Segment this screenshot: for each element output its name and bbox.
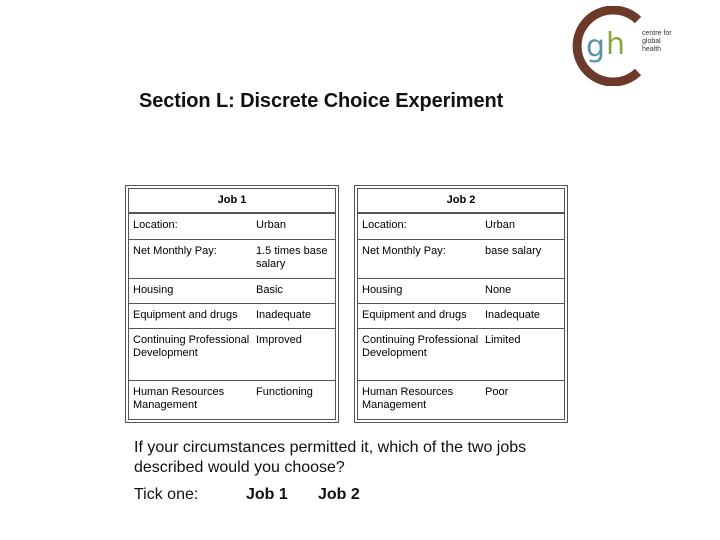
table-row (358, 329, 565, 381)
table-row (129, 240, 336, 279)
attribute-cell: Equipment and drugs (358, 304, 482, 329)
tick-label: Tick one: (134, 486, 199, 503)
attribute-cell: Net Monthly Pay: (358, 240, 482, 279)
table-row (129, 381, 336, 420)
value-cell: None (481, 279, 565, 304)
attribute-cell: Housing (358, 279, 482, 304)
job-1-table (125, 185, 339, 423)
table-row (358, 240, 565, 279)
attribute-cell: Location: (129, 213, 253, 240)
value-cell: Basic (252, 279, 336, 304)
job-header: Job 1 (129, 189, 336, 214)
job-header: Job 2 (358, 189, 565, 214)
choice-question: If your circumstances permitted it, which of the two jobs described would you choose? (134, 439, 527, 476)
value-cell: Poor (481, 381, 565, 420)
attribute-cell: Equipment and drugs (129, 304, 253, 329)
table-row (129, 213, 336, 240)
value-cell: Urban (252, 213, 336, 240)
table-row (129, 304, 336, 329)
job-2-option[interactable]: Job 2 (318, 486, 360, 503)
svg-text:g: g (586, 29, 606, 64)
value-cell: Functioning (252, 381, 336, 420)
table-row (358, 304, 565, 329)
table-row (358, 381, 565, 420)
attribute-cell: Housing (129, 279, 253, 304)
attribute-cell: Continuing Professional Development (129, 329, 253, 381)
svg-text:h: h (606, 27, 626, 62)
table-row (358, 213, 565, 240)
value-cell: Limited (481, 329, 565, 381)
value-cell: 1.5 times base salary (252, 240, 336, 279)
value-cell: base salary (481, 240, 565, 279)
page-title: Section L: Discrete Choice Experiment (139, 90, 504, 112)
value-cell: Urban (481, 213, 565, 240)
attribute-cell: Location: (358, 213, 482, 240)
table-row (129, 329, 336, 381)
table-row (358, 279, 565, 304)
value-cell: Improved (252, 329, 336, 381)
logo-text: centre for global health (642, 30, 672, 53)
tick-row (134, 485, 360, 505)
attribute-cell: Net Monthly Pay: (129, 240, 253, 279)
job-1-option[interactable]: Job 1 (246, 486, 288, 503)
job-2-table (354, 185, 568, 423)
value-cell: Inadequate (252, 304, 336, 329)
attribute-cell: Continuing Professional Development (358, 329, 482, 381)
value-cell: Inadequate (481, 304, 565, 329)
attribute-cell: Human Resources Management (358, 381, 482, 420)
table-row (129, 279, 336, 304)
attribute-cell: Human Resources Management (129, 381, 253, 420)
